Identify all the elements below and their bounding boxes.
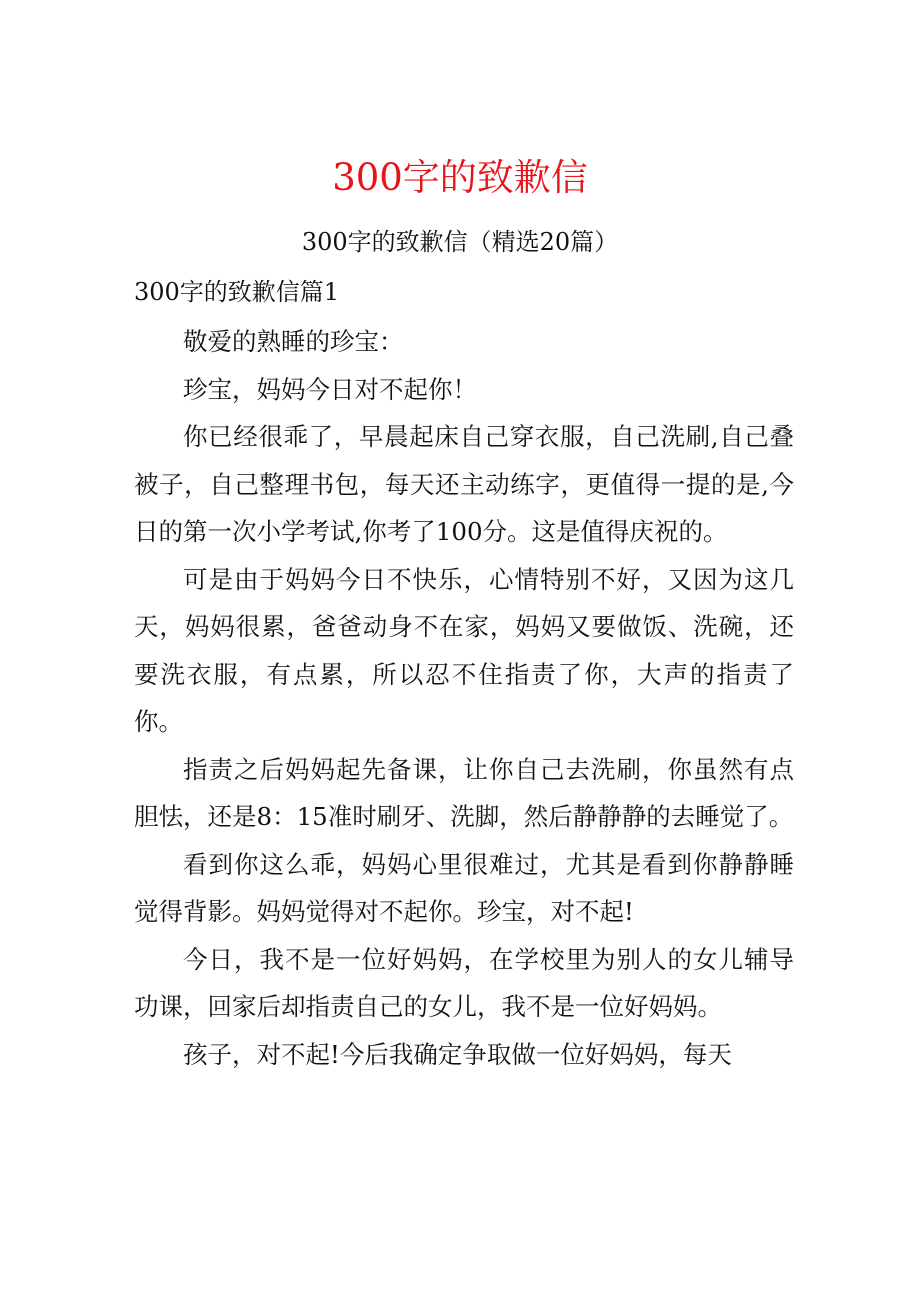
letter-body	[134, 318, 794, 1078]
salutation: 敬爱的熟睡的珍宝：	[183, 327, 404, 356]
paragraph: 指责之后妈妈起先备课，让你自己去洗刷，你虽然有点胆怯，还是8：15准时刷牙、洗脚，然后静静静的去睡觉了。	[134, 754, 794, 831]
paragraph: 看到你这么乖，妈妈心里很难过，尤其是看到你静静睡觉得背影。妈妈觉得对不起你。珍宝，对不起!	[134, 849, 794, 926]
paragraph: 可是由于妈妈今日不快乐，心情特别不好，又因为这几天，妈妈很累，爸爸动身不在家，妈妈又要做饭、洗碗，还要洗衣服，有点累，所以忍不住指责了你，大声的指责了你。	[134, 564, 794, 736]
paragraph: 今日，我不是一位好妈妈，在学校里为别人的女儿辅导功课，回家后却指责自己的女儿，我不是一位好妈妈。	[134, 944, 794, 1021]
document-title: 300字的致歉信	[332, 156, 588, 199]
section-heading: 300字的致歉信篇1	[134, 278, 340, 306]
paragraph: 你已经很乖了，早晨起床自己穿衣服，自己洗刷,自己叠被子，自己整理书包，每天还主动练字，更值得一提的是,今日的第一次小学考试,你考了100分。这是值得庆祝的。	[134, 422, 794, 546]
paragraph: 孩子，对不起!今后我确定争取做一位好妈妈，每天	[183, 1039, 732, 1069]
paragraph: 珍宝，妈妈今日对不起你！	[183, 374, 477, 404]
document-subtitle: 300字的致歉信（精选20篇）	[301, 228, 619, 256]
